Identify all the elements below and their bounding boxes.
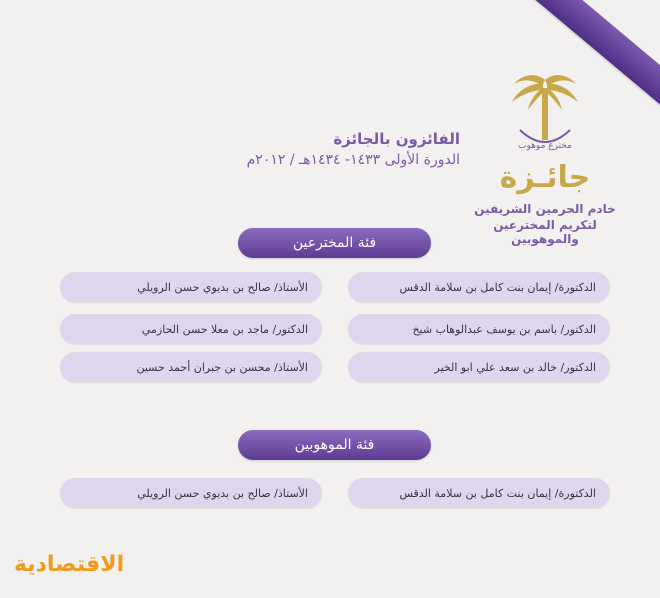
award-subtitle-line1: خادم الحرمين الشريفين: [474, 202, 616, 216]
category-gifted-header: فئة الموهوبين: [238, 430, 431, 460]
winner-item: الدكتور/ باسم بن يوسف عبدالوهاب شيخ: [348, 314, 610, 344]
category-inventors-header: فئة المخترعين: [238, 228, 431, 258]
winner-item: الأستاذ/ صالح بن بديوي حسن الرويلي: [60, 478, 322, 508]
award-subtitle-line2: لتكريم المخترعين والموهوبين: [493, 218, 597, 246]
award-logo: [470, 70, 620, 246]
winner-item: الدكتورة/ إيمان بنت كامل بن سلامة الدقس: [348, 478, 610, 508]
winner-item: الدكتور/ ماجد بن معلا حسن الحازمي: [60, 314, 322, 344]
award-word: جائـزة: [499, 160, 591, 195]
emblem-caption: مخترع موهوب: [518, 141, 572, 151]
winner-item: الدكتور/ خالد بن سعد علي ابو الخير: [348, 352, 610, 382]
page-title: الفائزون بالجائزة: [333, 130, 460, 148]
session-info: الدورة الأولى ١٤٣٣- ١٤٣٤هـ / ٢٠١٢م: [246, 152, 460, 168]
winner-item: الأستاذ/ صالح بن بديوي حسن الرويلي: [60, 272, 322, 302]
palm-tree-icon: [506, 70, 584, 158]
brand-logo: الاقتصادية: [14, 552, 125, 577]
winner-item: الدكتورة/ إيمان بنت كامل بن سلامة الدقس: [348, 272, 610, 302]
winner-item: الأستاذ/ محسن بن جبران أحمد حسين: [60, 352, 322, 382]
